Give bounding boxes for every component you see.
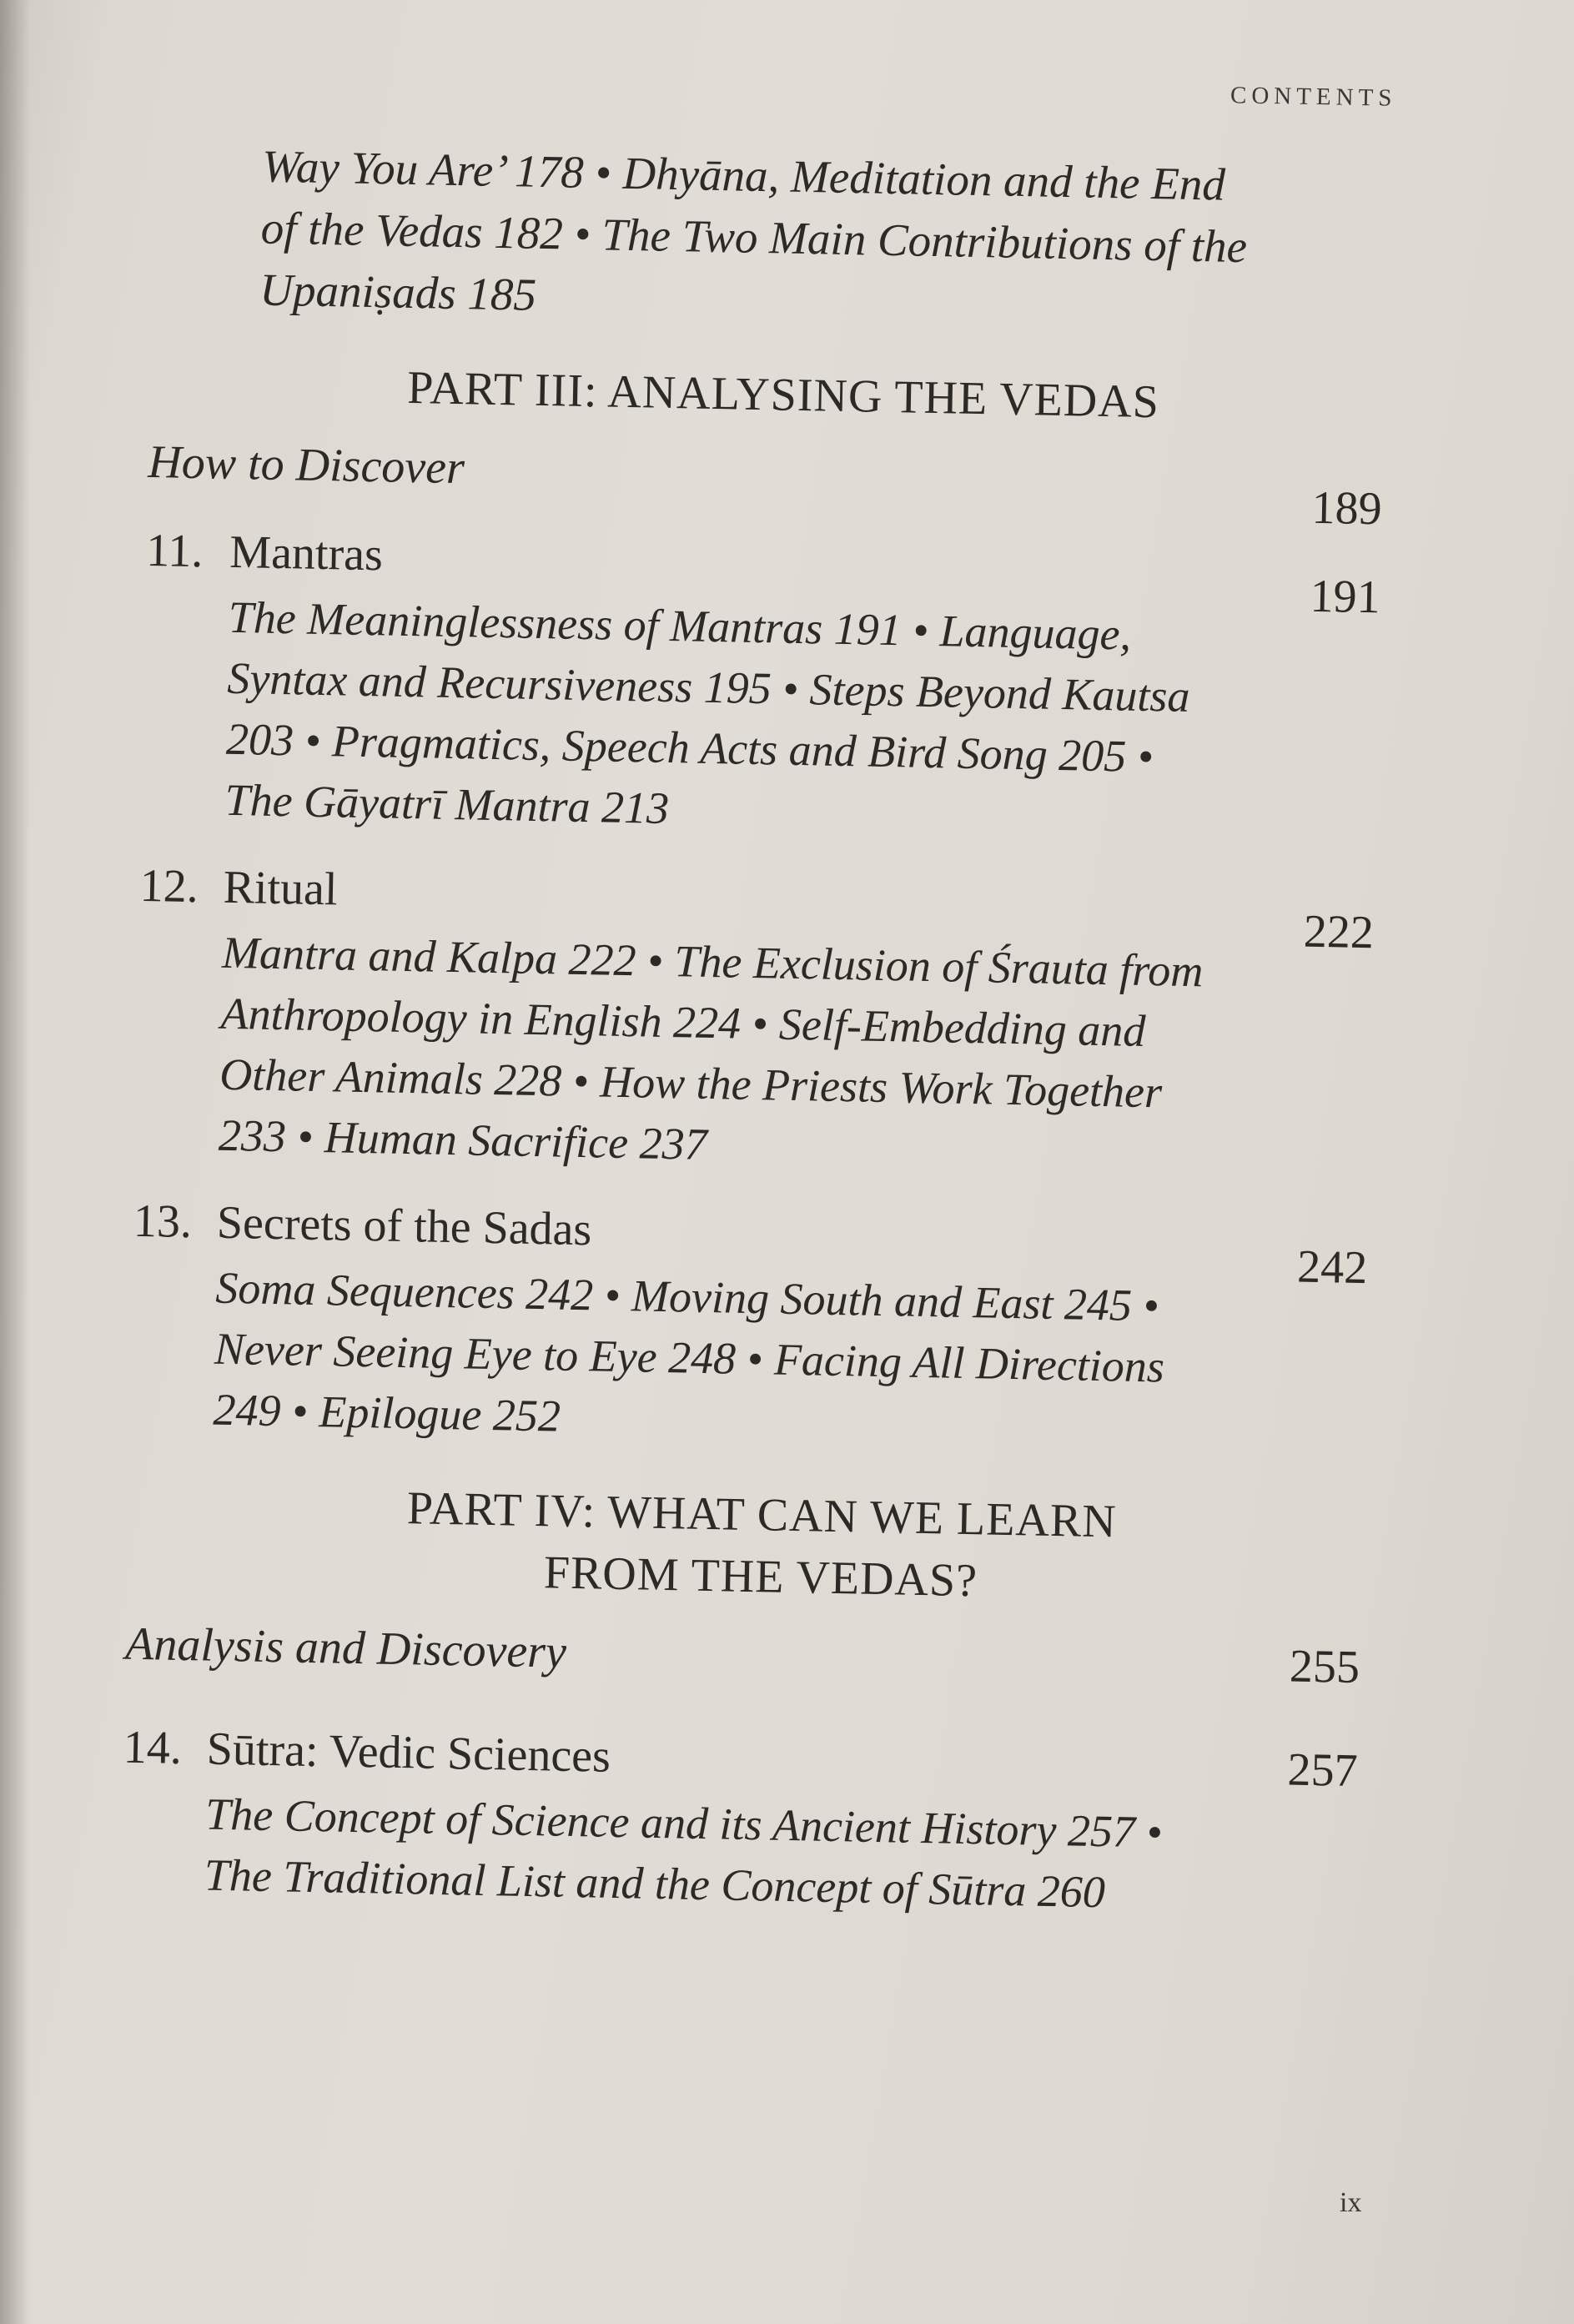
toc-chapter-12[interactable] — [134, 854, 1375, 1188]
contents-body — [120, 133, 1421, 1929]
toc-entry-title — [125, 1612, 567, 1684]
chapter-number: 11. — [145, 524, 204, 578]
toc-chapter-title — [146, 519, 384, 586]
toc-chapter-title — [123, 1716, 611, 1788]
chapter-page: 257 — [1287, 1743, 1359, 1798]
page-number: ix — [1340, 2187, 1362, 2218]
gutter-shadow — [0, 0, 30, 2324]
chapter-title-text: Sūtra: Vedic Sciences — [206, 1723, 611, 1783]
chapter-number: 14. — [123, 1721, 183, 1774]
toc-chapter-14[interactable] — [120, 1716, 1358, 1928]
chapter-subitems: Mantra and Kalpa 222 • The Exclusion of Śrauta from Anthropology in English 224 • Self-Embedding and Other Animals 228 • How the Priests Work Together 233 • Human Sacrifice 237 — [218, 927, 1204, 1170]
chapter-subitems: The Meaninglessness of Mantras 191 • Language, Syntax and Recursiveness 195 • Steps Beyond Kautsa 203 • Pragmatics, Speech Acts and Bird Song 205 • The Gāyatrī Mantra 213 — [224, 591, 1191, 833]
toc-entry-title-text: Analysis and Discovery — [124, 1617, 567, 1678]
chapter-title-text: Secrets of the Sadas — [216, 1196, 592, 1256]
chapter-title-text: Mantras — [229, 526, 384, 581]
part-heading-4 — [176, 1473, 1346, 1619]
toc-chapter-title — [133, 1190, 592, 1262]
running-head: CONTENTS — [1230, 82, 1397, 112]
toc-entry-page: 255 — [1289, 1640, 1360, 1694]
toc-chapter-title — [139, 854, 338, 922]
chapter-number: 12. — [139, 859, 199, 913]
toc-chapter-13[interactable] — [129, 1190, 1368, 1462]
toc-chapter-11[interactable] — [141, 519, 1381, 853]
toc-entry-title — [148, 430, 465, 500]
part-heading-4-line1: PART IV: WHAT CAN WE LEARN — [406, 1482, 1118, 1548]
chapter-subitems: Soma Sequences 242 • Moving South and East 245 • Never Seeing Eye to Eye 248 • Facing All Directions 249 • Epilogue 252 — [213, 1262, 1165, 1441]
toc-entry-page: 189 — [1311, 481, 1383, 536]
chapter-subitems: The Concept of Science and its Ancient History 257 • The Traditional List and the Concept of Sūtra 260 — [204, 1788, 1163, 1918]
chapter-title-text: Ritual — [223, 861, 339, 916]
part-heading-3 — [199, 353, 1368, 437]
part-heading-3-text: PART III: ANALYSING THE VEDAS — [406, 361, 1160, 429]
toc-entry-title-text: How to Discover — [147, 435, 465, 495]
chapter-page: 242 — [1296, 1240, 1368, 1295]
continued-subitems: Way You Are’ 178 • Dhyāna, Meditation and the End of the Vedas 182 • The Two Main Contributions of the Upaniṣads 185 — [259, 140, 1248, 320]
part-heading-4-line2: FROM THE VEDAS? — [543, 1547, 978, 1607]
chapter-page: 191 — [1310, 570, 1381, 624]
chapter-number: 13. — [133, 1195, 193, 1249]
chapter-page: 222 — [1303, 905, 1375, 959]
